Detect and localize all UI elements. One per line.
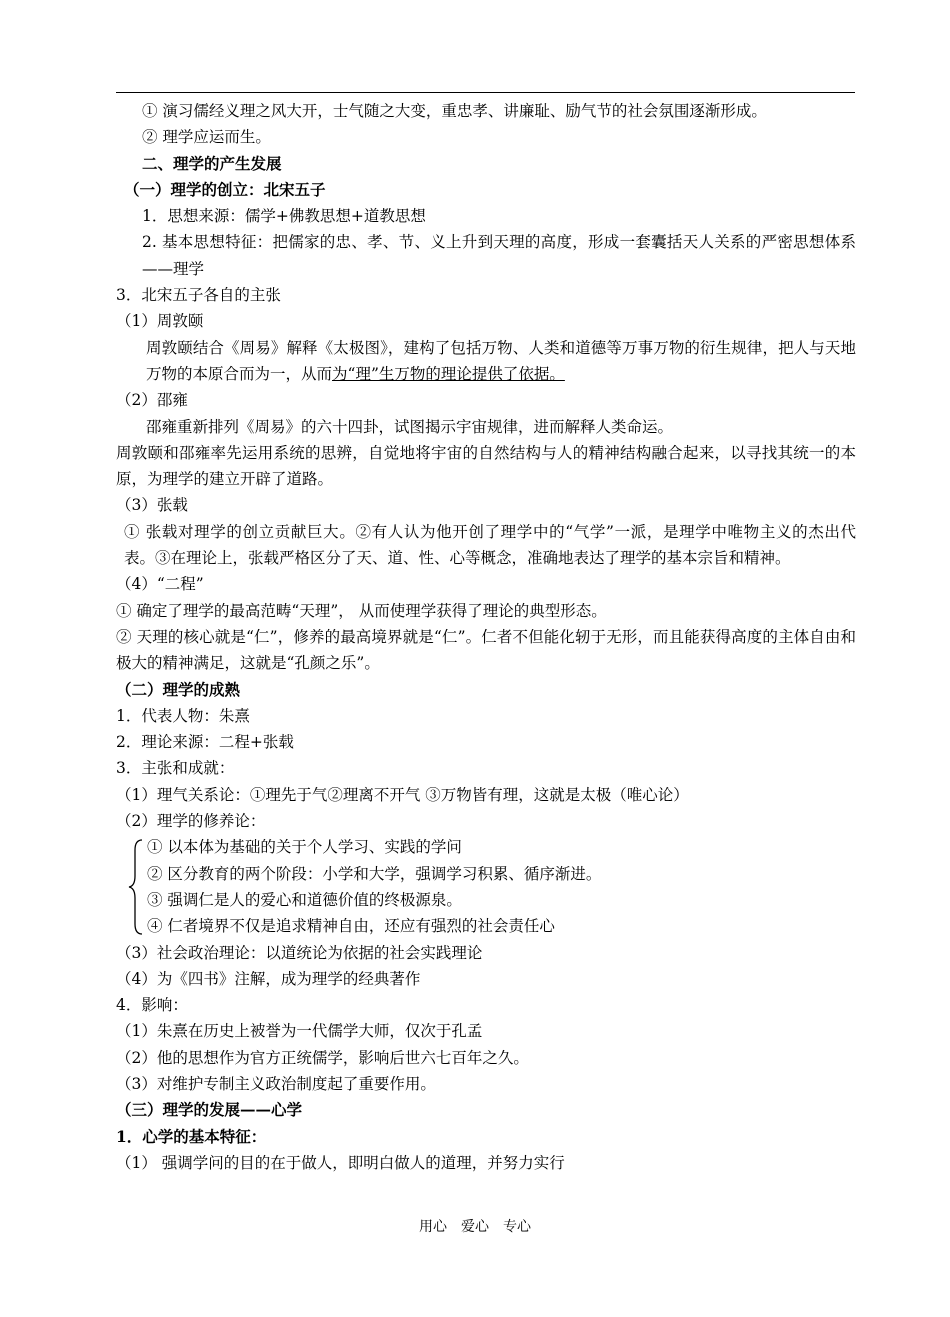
text-line: ② 区分教育的两个阶段：小学和大学，强调学习积累、循序渐进。 <box>147 864 602 883</box>
paragraph-text: 周敦颐结合《周易》解释《太极图》，建构了包括万物、人类和道德等万事万物的衍生规律，把人与天地万物的本原合而为一，从而 <box>146 338 856 383</box>
footer-word: 专心 <box>503 1219 531 1235</box>
subsection-heading: （三）理学的发展——心学 <box>116 1100 303 1120</box>
paragraph: 2. 基本思想特征：把儒家的忠、孝、节、义上升到天理的高度，形成一套囊括天人关系的严密思想体系——理学 <box>142 233 856 278</box>
text-line: 4．影响： <box>116 996 188 1015</box>
subsection-heading: （一）理学的创立：北宋五子 <box>124 179 326 199</box>
text-line: （3）张载 <box>116 496 188 515</box>
text-line: （3）对维护专制主义政治制度起了重要作用。 <box>116 1074 436 1093</box>
text-line: 3．主张和成就： <box>116 759 235 778</box>
brace-group <box>116 834 856 939</box>
text-line: ④ 仁者境界不仅是追求精神自由，还应有强烈的社会责任心 <box>147 917 555 936</box>
text-line: ① 以本体为基础的关于个人学习、实践的学问 <box>147 838 462 857</box>
paragraph: ② 天理的核心就是“仁”，修养的最高境界就是“仁”。仁者不但能化轫于无形，而且能获得高度的主体自由和极大的精神满足，这就是“孔颜之乐”。 <box>116 627 856 673</box>
footer-word: 用心 <box>419 1219 447 1235</box>
underlined-text: 为“理”生万物的理论提供了依据。 <box>332 364 565 383</box>
text-line: （4）“二程” <box>116 575 204 594</box>
text-line: 1．代表人物：朱熹 <box>116 706 250 725</box>
section-heading: 二、理学的产生发展 <box>142 153 282 173</box>
text-line: 1．思想来源：儒学+佛教思想+道教思想 <box>142 207 426 226</box>
text-line: （3）社会政治理论：以道统论为依据的社会实践理论 <box>116 943 483 962</box>
header-rule <box>116 92 855 93</box>
text-line: ③ 强调仁是人的爱心和道德价值的终极源泉。 <box>147 890 462 909</box>
text-line: （1）朱熹在历史上被誉为一代儒学大师，仅次于孔孟 <box>116 1022 483 1041</box>
text-line: （2）理学的修养论： <box>116 812 266 831</box>
text-line: （4）为《四书》注解，成为理学的经典著作 <box>116 969 421 988</box>
text-line: （2）他的思想作为官方正统儒学，影响后世六七百年之久。 <box>116 1048 529 1067</box>
text-line: （1） 强调学问的目的在于做人，即明白做人的道理，并努力实行 <box>116 1153 565 1172</box>
paragraph <box>116 335 856 388</box>
footer-word: 爱心 <box>461 1219 489 1235</box>
text-line: ② 理学应运而生。 <box>142 128 271 147</box>
left-brace-icon <box>128 838 150 936</box>
text-line: 2．理论来源：二程+张载 <box>116 733 294 752</box>
text-line: 邵雍重新排列《周易》的六十四卦，试图揭示宇宙规律，进而解释人类命运。 <box>146 417 674 436</box>
text-line: （1）周敦颐 <box>116 312 204 331</box>
paragraph: ① 张载对理学的创立贡献巨大。②有人认为他开创了理学中的“气学”一派，是理学中唯物主义的杰出代表。③在理论上，张载严格区分了天、道、性、心等概念，准确地表达了理学的基本宗旨和精神。 <box>124 522 856 568</box>
text-line: （1）理气关系论：①理先于气②理离不开气 ③万物皆有理，这就是太极（唯心论） <box>116 785 689 804</box>
page-footer <box>0 1216 950 1236</box>
text-line: 1．心学的基本特征： <box>116 1126 267 1146</box>
paragraph: 周敦颐和邵雍率先运用系统的思辨，自觉地将宇宙的自然结构与人的精神结构融合起来，以寻找其统一的本原，为理学的建立开辟了道路。 <box>116 443 856 489</box>
text-line: （2）邵雍 <box>116 391 188 410</box>
subsection-heading: （二）理学的成熟 <box>116 679 241 699</box>
text-line: ① 演习儒经义理之风大开，士气随之大变，重忠孝、讲廉耻、励气节的社会氛围逐渐形成。 <box>142 102 767 120</box>
text-line: 3．北宋五子各自的主张 <box>116 286 281 305</box>
document-body <box>116 98 856 1176</box>
text-line: ① 确定了理学的最高范畴“天理”， 从而使理学获得了理论的典型形态。 <box>116 601 607 620</box>
